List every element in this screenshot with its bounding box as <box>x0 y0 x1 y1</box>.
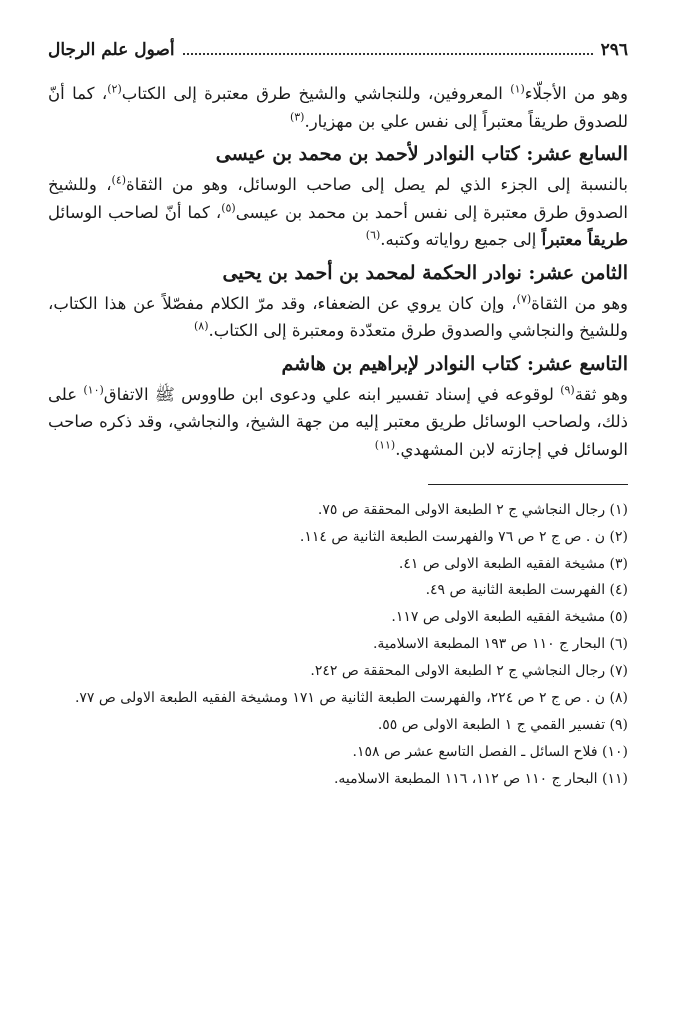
paragraph-text: على ذلك، ولصاحب الوسائل طريق معتبر إليه من جهة الشيخ، والنجاشي، وقد ذكره صاحب الوسائل في إجازته لابن المشهدي. <box>48 384 628 460</box>
footnote-item: (٨) ن . ص ج ٢ ص ٢٢٤، والفهرست الطبعة الثانية ص ١٧١ ومشيخة الفقيه الطبعة الاولى ص ٧٧. <box>74 689 628 706</box>
book-page <box>48 40 628 792</box>
footnote-item: (٤) الفهرست الطبعة الثانية ص ٤٩. <box>425 582 628 599</box>
paragraph-text: بالنسبة إلى الجزء الذي لم يصل إلى صاحب الوسائل، وهو من الثقاة <box>126 174 628 194</box>
footnote-ref[interactable]: (٣) <box>289 110 305 124</box>
footnote-ref[interactable]: (٢) <box>107 82 122 96</box>
paragraph-text: المعروفين، وللنجاشي والشيخ طرق معتبرة إلى الكتاب <box>121 84 511 103</box>
footnote-ref[interactable]: (٤) <box>111 173 127 187</box>
footnote-item: (٣) مشيخة الفقيه الطبعة الاولى ص ٤١. <box>398 555 628 572</box>
footnote-ref[interactable]: (١) <box>510 82 525 96</box>
footnote-ref[interactable]: (٥) <box>221 201 236 215</box>
section-heading-18: الثامن عشر: نوادر الحكمة لمحمد بن أحمد بن يحيى <box>222 262 628 285</box>
footnote-item: (٩) تفسير القمي ج ١ الطبعة الاولى ص ٥٥. <box>377 716 628 733</box>
footnote-item: (١١) البحار ج ١١٠ ص ١١٢، ١١٦ المطبعة الاسلاميه. <box>333 770 628 787</box>
footnote-item: (٦) البحار ج ١١٠ ص ١٩٣ المطبعة الاسلامية. <box>372 636 628 653</box>
footnotes <box>48 497 628 793</box>
footnote-separator <box>428 484 628 485</box>
paragraph-18 <box>48 290 628 345</box>
page-number: ٢٩٦ <box>600 40 628 60</box>
footnote-ref[interactable]: (٧) <box>516 292 532 306</box>
section-heading-19: التاسع عشر: كتاب النوادر لإبراهيم بن هاشم <box>281 353 628 376</box>
footnote-ref[interactable]: (١١) <box>374 438 396 452</box>
footnote-ref[interactable]: (٨) <box>194 319 209 333</box>
footnote-ref[interactable]: (٩) <box>560 383 575 397</box>
footnote-item: (١٠) فلاح السائل ـ الفصل التاسع عشر ص ١٥٨. <box>352 743 628 760</box>
paragraph-text: ، كما أنّ للصدوق طريقاً معتبراً إلى نفس علي بن مهزيار. <box>48 84 628 131</box>
running-title: أصول علم الرجال <box>48 40 175 60</box>
paragraph-text: وهو ثقة <box>574 384 628 404</box>
paragraph-19 <box>48 381 628 464</box>
emphasis-text: طريقاً معتبراً <box>541 230 628 250</box>
paragraph-text: وهو من الأجلّاء <box>524 84 628 103</box>
footnote-item: (١) رجال النجاشي ج ٢ الطبعة الاولى المحققة ص ٧٥. <box>317 501 628 518</box>
paragraph-text: وهو من الثقاة <box>531 293 628 313</box>
paragraph-16 <box>48 80 628 135</box>
footnote-ref[interactable]: (١٠) <box>83 383 104 397</box>
paragraph-text: ، وللشيخ الصدوق طرق معتبرة إلى نفس أحمد بن محمد بن عيسى <box>48 174 628 222</box>
footnote-ref[interactable]: (٦) <box>365 228 381 242</box>
footnote-item: (٧) رجال النجاشي ج ٢ الطبعة الاولى المحققة ص ٢٤٢. <box>310 663 628 680</box>
paragraph-text: ، وإن كان يروي عن الضعفاء، وقد مرّ الكلام مفصّلاً عن هذا الكتاب، وللشيخ والنجاشي والصدوق طرق متعدّدة ومعتبرة إلى الكتاب. <box>48 293 628 341</box>
header-dot-leader <box>183 52 593 55</box>
section-heading-17: السابع عشر: كتاب النوادر لأحمد بن محمد بن عيسى <box>215 143 628 166</box>
paragraph-text: لوقوعه في إسناد تفسير ابنه علي ودعوى ابن طاووس ﷺ الاتفاق <box>103 384 561 404</box>
paragraph-text: إلى جميع رواياته وكتبه. <box>380 230 542 250</box>
page-header <box>48 40 628 68</box>
footnote-item: (٥) مشيخة الفقيه الطبعة الاولى ص ١١٧. <box>391 609 628 626</box>
footnote-item: (٢) ن . ص ج ٢ ص ٧٦ والفهرست الطبعة الثانية ص ١١٤. <box>299 528 628 545</box>
paragraph-text: ، كما أنّ لصاحب الوسائل <box>48 202 222 222</box>
paragraph-17 <box>48 171 628 254</box>
main-text <box>48 80 628 464</box>
